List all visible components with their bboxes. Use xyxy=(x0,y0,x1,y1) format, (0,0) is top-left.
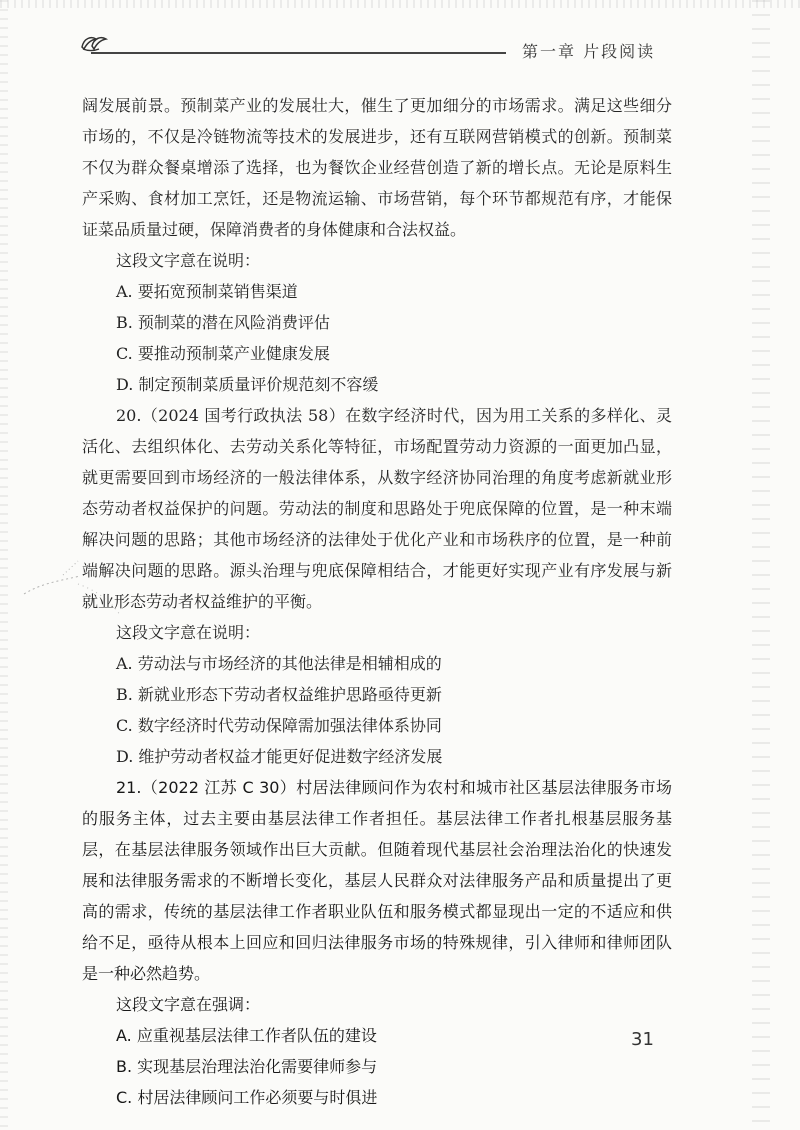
question-21-option-c: C. 村居法律顾问工作必须要与时俱进 xyxy=(116,1088,378,1107)
question-20-option-a: A. 劳动法与市场经济的其他法律是相辅相成的 xyxy=(116,654,442,673)
question-20-stem: 20.（2024 国考行政执法 58）在数字经济时代，因为用工关系的多样化、灵活化、去组织体化、去劳动关系化等特征，市场配置劳动力资源的一面更加凸显，就更需要回到市场经济的一般法律体系，从数字经济协同治理的角度考虑新就业形态劳动者权益保护的问题。劳动法的制度和思路处于兜底保障的位置，是一种末端解决问题的思路；其他市场经济的法律处于优化产业和市场秩序的位置，是一种前端解决问题的思路。源头治理与兜底保障相结合，才能更好实现产业有序发展与新就业形态劳动者权益维护的平衡。 xyxy=(82,406,672,611)
page-number: 31 xyxy=(631,1029,654,1050)
question-20-option-b: B. 新就业形态下劳动者权益维护思路亟待更新 xyxy=(116,685,442,704)
scan-noise-right xyxy=(752,0,770,1130)
question-21-stem: 21.（2022 江苏 C 30）村居法律顾问作为农村和城市社区基层法律服务市场的服务主体，过去主要由基层法律工作者担任。基层法律工作者扎根基层服务基层，在基层法律服务领域作出巨大贡献。但随着现代基层社会治理法治化的快速发展和法律服务需求的不断增长变化，基层人民群众对法律服务产品和质量提出了更高的需求，传统的基层法律工作者职业队伍和服务模式都显现出一定的不适应和供给不足，亟待从根本上回应和回归法律服务市场的特殊规律，引入律师和律师团队是一种必然趋势。 xyxy=(82,778,672,983)
question-19-option-c: C. 要推动预制菜产业健康发展 xyxy=(116,344,330,363)
chapter-running-head: 第一章 片段阅读 xyxy=(522,42,656,61)
question-20-option-d: D. 维护劳动者权益才能更好促进数字经济发展 xyxy=(116,747,443,766)
scan-noise-top xyxy=(0,0,800,8)
question-19-prompt: 这段文字意在说明： xyxy=(116,251,261,270)
question-19-option-a: A. 要拓宽预制菜销售渠道 xyxy=(116,282,298,301)
question-20-option-c: C. 数字经济时代劳动保障需加强法律体系协同 xyxy=(116,716,442,735)
handwritten-pencil-mark xyxy=(20,548,125,623)
scan-noise-left xyxy=(0,0,8,1130)
question-21-prompt: 这段文字意在强调： xyxy=(116,995,261,1014)
page-text xyxy=(82,90,672,1113)
question-21-option-b: B. 实现基层治理法治化需要律师参与 xyxy=(116,1057,378,1076)
question-21-block xyxy=(82,772,672,1113)
intro-paragraph: 阔发展前景。预制菜产业的发展壮大，催生了更加细分的市场需求。满足这些细分市场的，不仅是冷链物流等技术的发展进步，还有互联网营销模式的创新。预制菜不仅为群众餐桌增添了选择，也为餐饮企业经营创造了新的增长点。无论是原料生产采购、食材加工烹饪，还是物流运输、市场营销，每个环节都规范有序，才能保证菜品质量过硬，保障消费者的身体健康和合法权益。 xyxy=(82,96,672,239)
question-19-option-d: D. 制定预制菜质量评价规范刻不容缓 xyxy=(116,375,379,394)
question-19-option-b: B. 预制菜的潜在风险消费评估 xyxy=(116,313,330,332)
question-21-option-a: A. 应重视基层法律工作者队伍的建设 xyxy=(116,1026,377,1045)
question-20-prompt: 这段文字意在说明： xyxy=(116,623,261,642)
header-rule xyxy=(91,52,506,54)
